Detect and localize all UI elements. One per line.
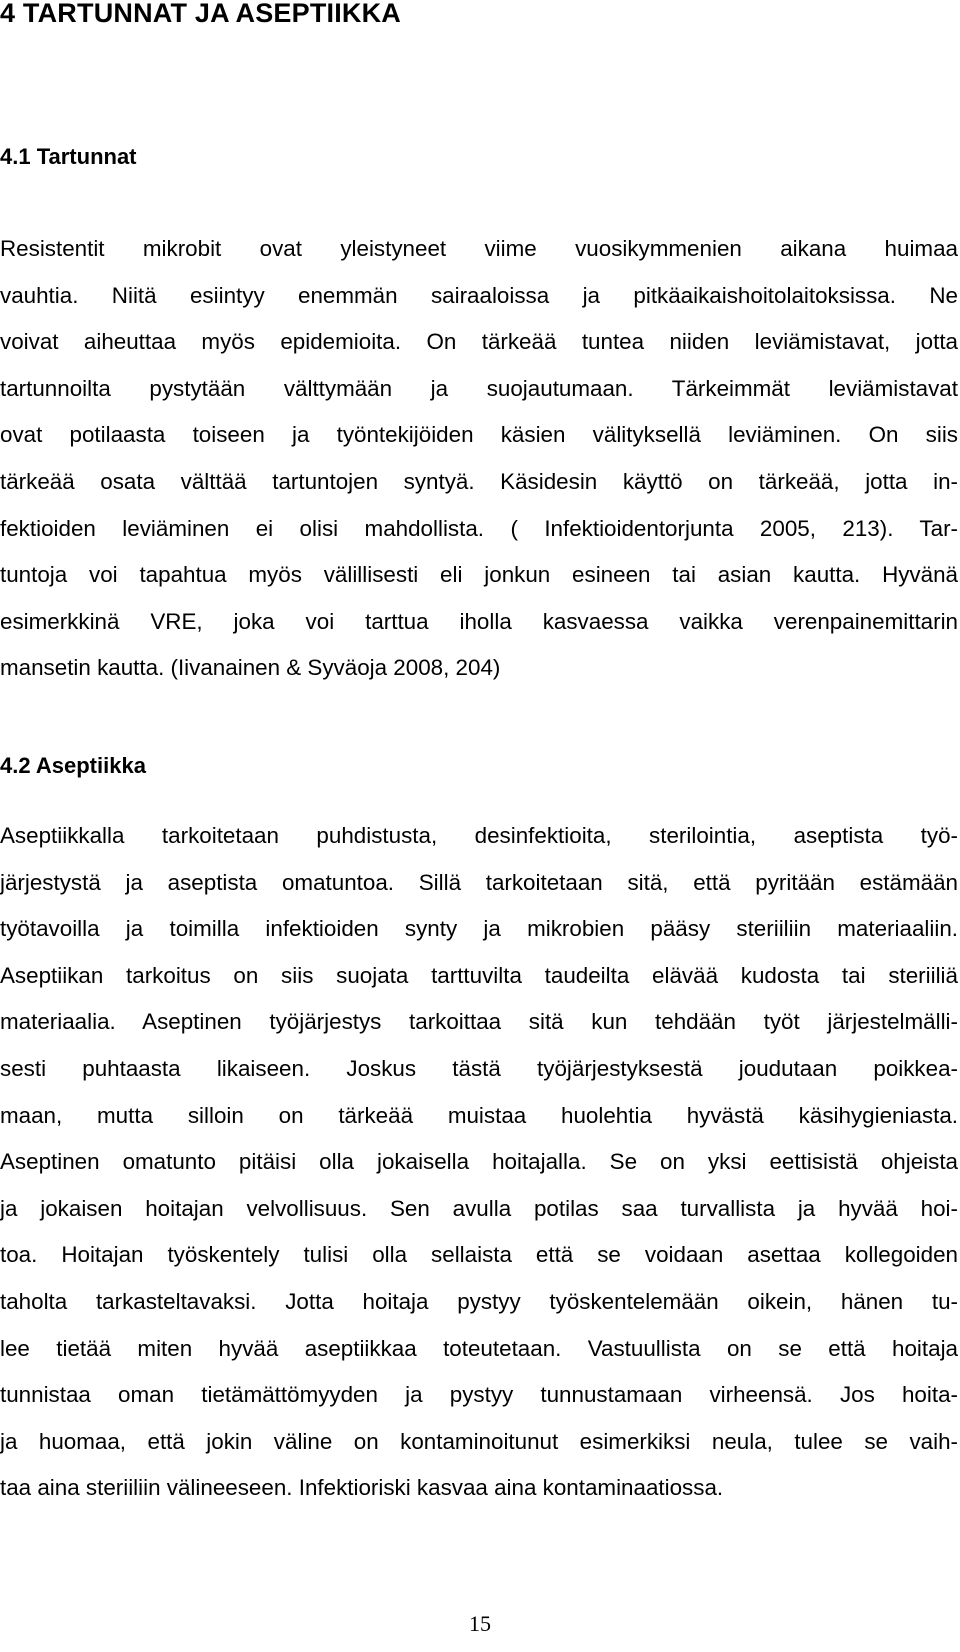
- text-line: materiaalia. Aseptinen työjärjestys tarkoittaa sitä kun tehdään työt järjestelmälli-: [0, 1009, 958, 1035]
- text-line: tartunnoilta pystytään välttymään ja suojautumaan. Tärkeimmät leviämistavat: [0, 375, 958, 401]
- text-line: ovat potilaasta toiseen ja työntekijöiden käsien välityksellä leviäminen. On siis: [0, 422, 958, 448]
- text-line: Aseptiikkalla tarkoitetaan puhdistusta, desinfektioita, sterilointia, aseptista työ-: [0, 823, 958, 848]
- text-line: tunnistaa oman tietämättömyyden ja pystyy tunnustamaan virheensä. Jos hoita-: [0, 1382, 958, 1408]
- text-line: sesti puhtaasta likaiseen. Joskus tästä työjärjestyksestä joudutaan poikkea-: [0, 1055, 958, 1081]
- page-number: 15: [469, 1611, 491, 1636]
- text-line: Resistentit mikrobit ovat yleistyneet viime vuosikymmenien aikana huimaa: [0, 236, 958, 261]
- text-line: järjestystä ja aseptista omatuntoa. Sillä tarkoitetaan sitä, että pyritään estämään: [0, 869, 958, 895]
- text-line: ja huomaa, että jokin väline on kontaminoitunut esimerkiksi neula, tulee se vaih-: [0, 1428, 958, 1454]
- paragraph-tartunnat: [0, 226, 958, 692]
- text-line: mansetin kautta. (Iivanainen & Syväoja 2008, 204): [0, 655, 501, 681]
- text-line: Aseptiikan tarkoitus on siis suojata tarttuvilta taudeilta elävää kudosta tai steriiliä: [0, 962, 958, 988]
- text-line: työtavoilla ja toimilla infektioiden synty ja mikrobien pääsy steriiliin materiaaliin.: [0, 916, 958, 942]
- text-line: tärkeää osata välttää tartuntojen syntyä. Käsidesin käyttö on tärkeää, jotta in-: [0, 468, 958, 494]
- text-line: esimerkkinä VRE, joka voi tarttua iholla kasvaessa vaikka verenpainemittarin: [0, 608, 958, 634]
- text-line: fektioiden leviäminen ei olisi mahdollista. ( Infektioidentorjunta 2005, 213). Tar-: [0, 515, 958, 541]
- text-line: taa aina steriiliin välineeseen. Infektioriski kasvaa aina kontaminaatiossa.: [0, 1475, 724, 1501]
- text-line: vauhtia. Niitä esiintyy enemmän sairaaloissa ja pitkäaikaishoitolaitoksissa. Ne: [0, 282, 958, 308]
- chapter-title: 4 TARTUNNAT JA ASEPTIIKKA: [0, 0, 402, 28]
- section-title-aseptiikka: 4.2 Aseptiikka: [0, 753, 146, 778]
- text-line: voivat aiheuttaa myös epidemioita. On tärkeää tuntea niiden leviämistavat, jotta: [0, 329, 958, 355]
- text-line: tuntoja voi tapahtua myös välillisesti eli jonkun esineen tai asian kautta. Hyvänä: [0, 562, 958, 588]
- text-line: taholta tarkasteltavaksi. Jotta hoitaja pystyy työskentelemään oikein, hänen tu-: [0, 1288, 958, 1314]
- section-title-tartunnat: 4.1 Tartunnat: [0, 144, 137, 169]
- text-line: Aseptinen omatunto pitäisi olla jokaisella hoitajalla. Se on yksi eettisistä ohjeista: [0, 1149, 958, 1175]
- text-line: maan, mutta silloin on tärkeää muistaa huolehtia hyvästä käsihygieniasta.: [0, 1102, 958, 1128]
- text-line: toa. Hoitajan työskentely tulisi olla sellaista että se voidaan asettaa kollegoiden: [0, 1242, 958, 1268]
- text-line: lee tietää miten hyvää aseptiikkaa toteutetaan. Vastuullista on se että hoitaja: [0, 1335, 958, 1361]
- paragraph-aseptiikka: [0, 813, 958, 1512]
- text-line: ja jokaisen hoitajan velvollisuus. Sen avulla potilas saa turvallista ja hyvää hoi-: [0, 1195, 958, 1221]
